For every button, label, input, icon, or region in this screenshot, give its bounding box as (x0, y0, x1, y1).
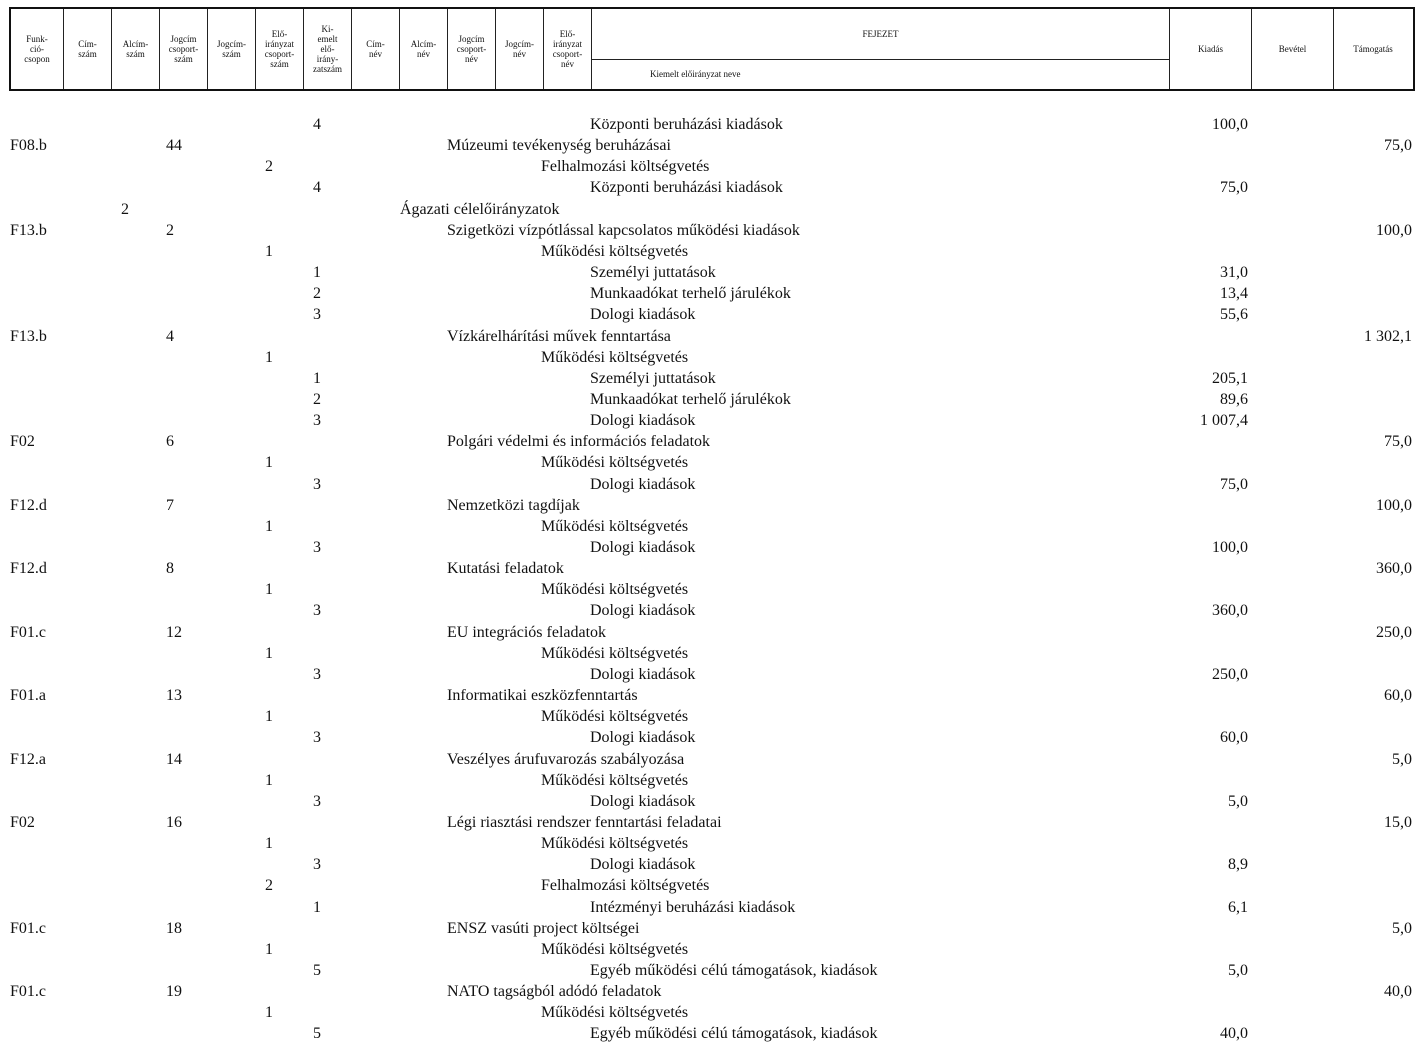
kiadas-value: 100,0 (1212, 116, 1248, 133)
eloiranyzat-csoport-szam: 1 (265, 1004, 273, 1022)
row-name: Működési költségvetés (541, 835, 689, 853)
row-name: Polgári védelmi és információs feladatok (447, 433, 711, 451)
kiadas-value: 31,0 (1220, 264, 1248, 282)
kiadas-value: 100,0 (1212, 539, 1248, 556)
row-name: Szigetközi vízpótlással kapcsolatos működési kiadások (447, 221, 800, 239)
tamogatas-value: 75,0 (1384, 433, 1412, 451)
header-cim-szam: Cím- szám (63, 9, 111, 89)
row-name: Működési költségvetés (541, 454, 689, 472)
row-name: Légi riasztási rendszer fenntartási feladatai (447, 813, 722, 831)
row-name: NATO tagságból adódó feladatok (447, 983, 662, 1001)
table-row (0, 474, 1424, 495)
funkcio-code: F12.d (10, 496, 47, 514)
row-name: Működési költségvetés (541, 242, 689, 260)
funkcio-code: F01.c (10, 919, 46, 937)
kiemelt-eloiranyzat-szam: 3 (313, 539, 321, 556)
table-row (0, 368, 1424, 389)
eloiranyzat-csoport-szam: 1 (265, 771, 273, 789)
table-row (0, 283, 1424, 304)
kiadas-value: 75,0 (1220, 475, 1248, 493)
eloiranyzat-csoport-szam: 1 (265, 581, 273, 599)
table-row (0, 1023, 1424, 1044)
kiadas-value: 5,0 (1228, 792, 1248, 810)
table-row (0, 347, 1424, 368)
table-row (0, 833, 1424, 854)
header-jogcimcsoport-nev: Jogcím csoport- név (447, 9, 495, 89)
table-row (0, 897, 1424, 918)
table-row (0, 220, 1424, 241)
table-row (0, 981, 1424, 1002)
table-row (0, 304, 1424, 325)
table-row (0, 452, 1424, 473)
row-name: Felhalmozási költségvetés (541, 877, 710, 895)
tamogatas-value: 100,0 (1376, 221, 1412, 239)
row-name: Vízkárelhárítási művek fenntartása (447, 327, 671, 345)
kiemelt-eloiranyzat-szam: 5 (313, 1025, 321, 1043)
row-name: Informatikai eszközfenntartás (447, 687, 638, 705)
kiemelt-eloiranyzat-szam: 3 (313, 412, 321, 430)
eloiranyzat-csoport-szam: 1 (265, 835, 273, 853)
row-name: Egyéb működési célú támogatások, kiadások (590, 1025, 878, 1043)
row-name: EU integrációs feladatok (447, 623, 607, 641)
row-name: Dologi kiadások (590, 665, 696, 683)
kiadas-value: 360,0 (1212, 602, 1248, 620)
funkcio-code: F01.a (10, 687, 46, 705)
row-name: Személyi juttatások (590, 264, 716, 282)
row-name: Kutatási feladatok (447, 560, 564, 578)
header-jogcim-nev: Jogcím- név (495, 9, 543, 89)
table-row (0, 516, 1424, 537)
jogcimcsoport-szam: 44 (166, 137, 182, 155)
table-row (0, 727, 1424, 748)
table-row (0, 1002, 1424, 1023)
row-name: Működési költségvetés (541, 940, 689, 958)
row-name: Dologi kiadások (590, 856, 696, 874)
header-funkcio: Funk- ció- csopon (24, 34, 50, 64)
tamogatas-value: 40,0 (1384, 983, 1412, 1001)
jogcimcsoport-szam: 16 (166, 813, 182, 831)
kiemelt-eloiranyzat-szam: 2 (313, 390, 321, 408)
tamogatas-value: 250,0 (1376, 623, 1412, 641)
cim-szam: 2 (121, 200, 129, 218)
table-row (0, 410, 1424, 431)
funkcio-code: F08.b (10, 137, 47, 155)
row-name: Működési költségvetés (541, 708, 689, 726)
funkcio-code: F12.a (10, 750, 46, 768)
header-fejezet-title: FEJEZET (592, 9, 1169, 60)
eloiranyzat-csoport-szam: 1 (265, 454, 273, 472)
table-row (0, 685, 1424, 706)
eloiranyzat-csoport-szam: 1 (265, 348, 273, 366)
jogcimcsoport-szam: 18 (166, 919, 182, 937)
row-name: Működési költségvetés (541, 348, 689, 366)
table-row (0, 389, 1424, 410)
table-row (0, 960, 1424, 981)
funkcio-code: F02 (10, 813, 35, 831)
row-name: Nemzetközi tagdíjak (447, 496, 580, 514)
row-name: Felhalmozási költségvetés (541, 158, 710, 176)
tamogatas-value: 360,0 (1376, 560, 1412, 578)
kiadas-value: 55,6 (1220, 306, 1248, 324)
tamogatas-value: 15,0 (1384, 813, 1412, 831)
kiemelt-eloiranyzat-szam: 4 (313, 116, 321, 133)
table-row (0, 600, 1424, 621)
kiemelt-eloiranyzat-szam: 3 (313, 306, 321, 324)
jogcimcsoport-szam: 8 (166, 560, 174, 578)
funkcio-code: F02 (10, 433, 35, 451)
row-name: Ágazati célelőirányzatok (400, 200, 560, 218)
row-name: Múzeumi tevékenység beruházásai (447, 137, 671, 155)
table-row (0, 749, 1424, 770)
tamogatas-value: 100,0 (1376, 496, 1412, 514)
kiadas-value: 60,0 (1220, 729, 1248, 747)
row-name: Dologi kiadások (590, 539, 696, 556)
jogcimcsoport-szam: 19 (166, 983, 182, 1001)
jogcimcsoport-szam: 7 (166, 496, 174, 514)
row-name: Személyi juttatások (590, 369, 716, 387)
header-jogcim-szam: Jogcím- szám (207, 9, 255, 89)
table-row (0, 854, 1424, 875)
kiadas-value: 75,0 (1220, 179, 1248, 197)
kiemelt-eloiranyzat-szam: 3 (313, 602, 321, 620)
kiemelt-eloiranyzat-szam: 3 (313, 475, 321, 493)
row-name: Működési költségvetés (541, 517, 689, 535)
jogcimcsoport-szam: 14 (166, 750, 182, 768)
header-tamogatas: Támogatás (1333, 9, 1412, 89)
table-row (0, 664, 1424, 685)
kiemelt-eloiranyzat-szam: 1 (313, 264, 321, 282)
kiemelt-eloiranyzat-szam: 3 (313, 729, 321, 747)
kiadas-value: 13,4 (1220, 285, 1248, 303)
table-row (0, 262, 1424, 283)
tamogatas-value: 75,0 (1384, 137, 1412, 155)
jogcimcsoport-szam: 12 (166, 623, 182, 641)
row-name: Dologi kiadások (590, 306, 696, 324)
kiemelt-eloiranyzat-szam: 5 (313, 962, 321, 979)
header-bevetel: Bevétel (1251, 9, 1333, 89)
jogcimcsoport-szam: 2 (166, 221, 174, 239)
row-name: Központi beruházási kiadások (590, 116, 783, 133)
eloiranyzat-csoport-szam: 1 (265, 517, 273, 535)
kiemelt-eloiranyzat-szam: 3 (313, 856, 321, 874)
funkcio-code: F13.b (10, 221, 47, 239)
eloiranyzat-csoport-szam: 2 (265, 877, 273, 895)
row-name: Működési költségvetés (541, 1004, 689, 1022)
table-row (0, 177, 1424, 198)
header-alcim-szam: Alcím- szám (111, 9, 159, 89)
header-kiemelt-eloiranyzat-neve: Kiemelt előirányzat neve (650, 69, 741, 79)
header-cim-nev: Cím- név (351, 9, 399, 89)
row-name: Egyéb működési célú támogatások, kiadások (590, 962, 878, 979)
table-row (0, 537, 1424, 558)
jogcimcsoport-szam: 6 (166, 433, 174, 451)
eloiranyzat-csoport-szam: 1 (265, 708, 273, 726)
funkcio-code: F13.b (10, 327, 47, 345)
tamogatas-value: 1 302,1 (1364, 327, 1412, 345)
header-eloiranyzat-csoport-nev: Elő- irányzat csoport- név (543, 9, 591, 89)
table-row (0, 199, 1424, 220)
row-name: Dologi kiadások (590, 602, 696, 620)
jogcimcsoport-szam: 13 (166, 687, 182, 705)
table-row (0, 558, 1424, 579)
table-row (0, 326, 1424, 347)
table-row (0, 875, 1424, 896)
kiemelt-eloiranyzat-szam: 1 (313, 369, 321, 387)
table-row (0, 135, 1424, 156)
row-name: Dologi kiadások (590, 475, 696, 493)
table-row (0, 918, 1424, 939)
funkcio-code: F01.c (10, 983, 46, 1001)
row-name: Dologi kiadások (590, 792, 696, 810)
table-row (0, 579, 1424, 600)
eloiranyzat-csoport-szam: 1 (265, 940, 273, 958)
table-row (0, 770, 1424, 791)
header-kiemelt-eloiranyzat-szam: Ki- emelt elő- irány- zatszám (303, 9, 351, 89)
funkcio-code: F01.c (10, 623, 46, 641)
kiadas-value: 89,6 (1220, 390, 1248, 408)
eloiranyzat-csoport-szam: 1 (265, 644, 273, 662)
eloiranyzat-csoport-szam: 1 (265, 242, 273, 260)
kiadas-value: 250,0 (1212, 665, 1248, 683)
row-name: Munkaadókat terhelő járulékok (590, 285, 791, 303)
table-row (0, 156, 1424, 177)
kiadas-value: 5,0 (1228, 962, 1248, 979)
table-row (0, 812, 1424, 833)
row-name: Intézményi beruházási kiadások (590, 898, 796, 916)
kiemelt-eloiranyzat-szam: 3 (313, 792, 321, 810)
row-name: Működési költségvetés (541, 771, 689, 789)
kiadas-value: 205,1 (1212, 369, 1248, 387)
header-jogcimcsoport-szam: Jogcím csoport- szám (159, 9, 207, 89)
table-row (0, 643, 1424, 664)
header-eloiranyzat-csoport-szam: Elő- irányzat csoport- szám (255, 9, 303, 89)
kiadas-value: 8,9 (1228, 856, 1248, 874)
eloiranyzat-csoport-szam: 2 (265, 158, 273, 176)
table-row (0, 706, 1424, 727)
kiemelt-eloiranyzat-szam: 1 (313, 898, 321, 916)
row-name: ENSZ vasúti project költségei (447, 919, 640, 937)
tamogatas-value: 5,0 (1392, 750, 1412, 768)
row-name: Dologi kiadások (590, 729, 696, 747)
table-row (0, 939, 1424, 960)
kiemelt-eloiranyzat-szam: 3 (313, 665, 321, 683)
row-name: Központi beruházási kiadások (590, 179, 783, 197)
table-row (0, 114, 1424, 135)
row-name: Működési költségvetés (541, 581, 689, 599)
kiemelt-eloiranyzat-szam: 4 (313, 179, 321, 197)
jogcimcsoport-szam: 4 (166, 327, 174, 345)
row-name: Működési költségvetés (541, 644, 689, 662)
row-name: Veszélyes árufuvarozás szabályozása (447, 750, 685, 768)
kiadas-value: 40,0 (1220, 1025, 1248, 1043)
table-row (0, 495, 1424, 516)
kiadas-value: 1 007,4 (1200, 412, 1248, 430)
table-row (0, 622, 1424, 643)
table-row (0, 241, 1424, 262)
kiadas-value: 6,1 (1228, 898, 1248, 916)
funkcio-code: F12.d (10, 560, 47, 578)
row-name: Munkaadókat terhelő járulékok (590, 390, 791, 408)
tamogatas-value: 5,0 (1392, 919, 1412, 937)
tamogatas-value: 60,0 (1384, 687, 1412, 705)
row-name: Dologi kiadások (590, 412, 696, 430)
table-row (0, 431, 1424, 452)
table-row (0, 791, 1424, 812)
kiemelt-eloiranyzat-szam: 2 (313, 285, 321, 303)
header-kiadas: Kiadás (1169, 9, 1251, 89)
header-alcim-nev: Alcím- név (399, 9, 447, 89)
